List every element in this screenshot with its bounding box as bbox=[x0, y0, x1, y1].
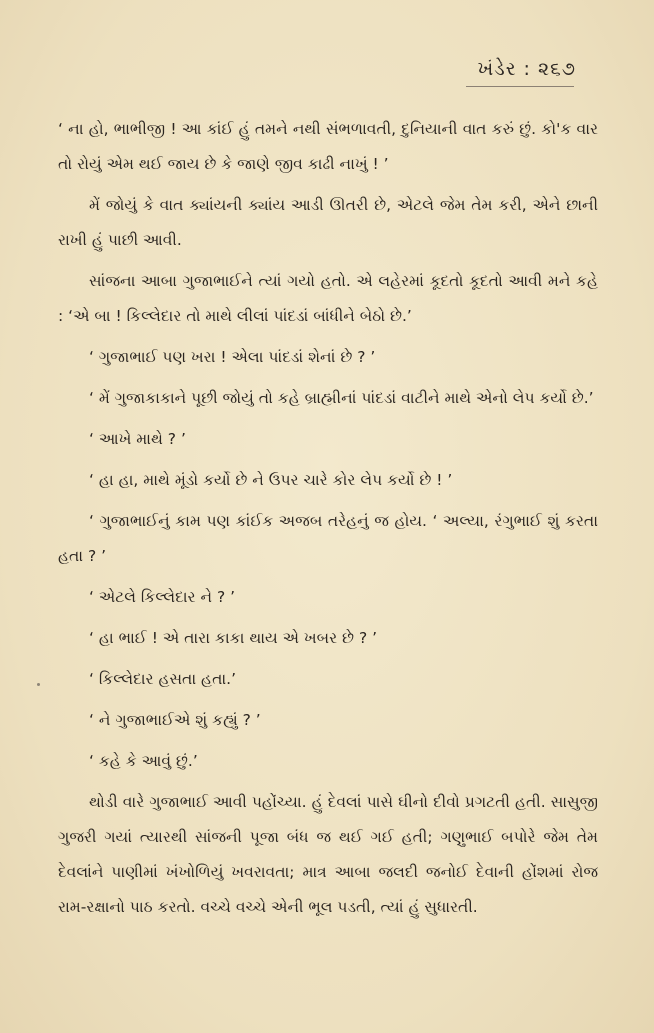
paragraph-2: મેં જોયું કે વાત ક્યાંયની ક્યાંય આડી ઊતરી છે, એટલે જેમ તેમ કરી, એને છાની રાખી હું પાછી આવી. bbox=[58, 196, 598, 249]
paragraph-11: ‘ કિલ્લેદાર હસતા હતા.’ bbox=[89, 670, 237, 688]
paragraph-1: ‘ ના હો, ભાભીજી ! આ કાંઈ હું તમને નથી સંભળાવતી, દુનિયાની વાત કરું છું. કો'ક વાર તો રોયું એમ થઈ જાય છે કે જાણે જીવ કાઢી નાખું ! ’ bbox=[58, 120, 598, 173]
page-body bbox=[58, 112, 598, 931]
paper-speck bbox=[37, 683, 40, 686]
paragraph-6: ‘ આખે માથે ? ’ bbox=[89, 430, 186, 448]
header-underline bbox=[466, 86, 574, 87]
paragraph-10: ‘ હા ભાઈ ! એ તારા કાકા થાય એ ખબર છે ? ’ bbox=[89, 629, 378, 647]
paragraph-3: સાંજના આબા ગુજાભાઈને ત્યાં ગયો હતો. એ લહેરમાં કૂદતો કૂદતો આવી મને કહે : ‘એ બા ! કિલ્લેદાર તો માથે લીલાં પાંદડાં બાંધીને બેઠો છે.’ bbox=[58, 272, 598, 325]
paragraph-5: ‘ મેં ગુજાકાકાને પૂછી જોયું તો કહે બ્રાહ્મીનાં પાંદડાં વાટીને માથે એનો લેપ કર્યો છે.’ bbox=[89, 389, 594, 407]
paragraph-13: ‘ કહે કે આવું છું.’ bbox=[89, 752, 198, 770]
page-header: ખંડેર : ૨૬૭ bbox=[477, 58, 576, 80]
paragraph-8: ‘ ગુજાભાઈનું કામ પણ કાંઈક અજબ તરેહનું જ હોય. ‘ અલ્યા, રંગુભાઈ શું કરતા હતા ? ’ bbox=[58, 512, 598, 565]
paragraph-9: ‘ એટલે કિલ્લેદાર ને ? ’ bbox=[89, 588, 236, 606]
paragraph-4: ‘ ગુજાભાઈ પણ ખરા ! એલા પાંદડાં શેનાં છે ? ’ bbox=[89, 348, 376, 366]
paragraph-12: ‘ ને ગુજાભાઈએ શું કહ્યું ? ’ bbox=[89, 711, 261, 729]
paragraph-7: ‘ હા હા, માથે મૂંડો કર્યો છે ને ઉપર ચારે કોર લેપ કર્યો છે ! ’ bbox=[89, 471, 453, 489]
paragraph-14: થોડી વારે ગુજાભાઈ આવી પહોંચ્યા. હું દેવલાં પાસે ઘીનો દીવો પ્રગટતી હતી. સાસુજી ગુજરી ગયાં ત્યારથી સાંજની પૂજા બંધ જ થઈ ગઈ હતી; ગણુભાઈ બપોરે જેમ તેમ દેવલાંને પાણીમાં ખંખોળિયું ખવરાવતા; માત્ર આબા જલદી જનોઈ દેવાની હોંશમાં રોજ રામ-રક્ષાનો પાઠ કરતો. વચ્ચે વચ્ચે એની ભૂલ પડતી, ત્યાં હું સુધારતી. bbox=[58, 793, 599, 916]
